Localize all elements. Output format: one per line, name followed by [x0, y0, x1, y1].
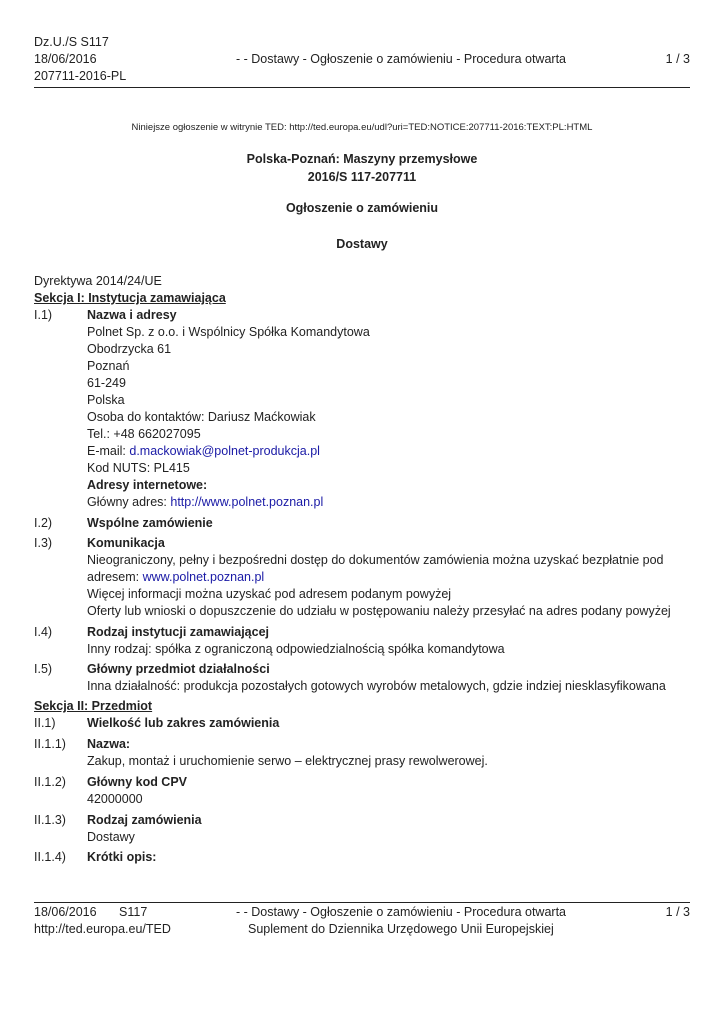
header-journal: Dz.U./S S117 [34, 35, 109, 49]
section1-heading: Sekcja I: Instytucja zamawiająca [34, 291, 226, 305]
notice-type: Ogłoszenie o zamówieniu [285, 201, 439, 215]
section2-heading: Sekcja II: Przedmiot [34, 699, 153, 713]
ii12-title: Główny kod CPV [87, 775, 188, 789]
i4-text: Inny rodzaj: spółka z ograniczoną odpowiedzialnością spółka komandytowa [87, 642, 505, 656]
notice-number: 2016/S 117-207711 [307, 170, 417, 184]
header-title: - - Dostawy - Ogłoszenie o zamówieniu - Procedura otwarta [236, 52, 566, 66]
i3-line2 [87, 570, 264, 584]
header-date: 18/06/2016 [34, 52, 97, 66]
org-nuts: Kod NUTS: PL415 [87, 461, 190, 475]
ii1-number: II.1) [34, 716, 56, 730]
i3-address-link[interactable]: www.polnet.poznan.pl [142, 570, 265, 584]
i5-text: Inna działalność: produkcja pozostałych gotowych wyrobów metalowych, gdzie indziej niesklasyfikowana [87, 679, 666, 693]
ted-link-line: Niniejsze ogłoszenie w witrynie TED: http://ted.europa.eu/udl?uri=TED:NOTICE:207711-2016:TEXT:PL:HTML [131, 122, 593, 133]
i3-line1: Nieograniczony, pełny i bezpośredni dostęp do dokumentów zamówienia można uzyskać bezpłatnie pod [87, 553, 664, 567]
ii13-number: II.1.3) [34, 813, 66, 827]
notice-title: Polska-Poznań: Maszyny przemysłowe [246, 152, 478, 166]
i3-address-label: adresem: [87, 570, 143, 584]
ii1-title: Wielkość lub zakres zamówienia [87, 716, 280, 730]
email-label: E-mail: [87, 444, 130, 458]
footer-journal: S117 [119, 905, 148, 919]
footer-divider [34, 902, 690, 903]
i3-line3: Więcej informacji można uzyskać pod adresem podanym powyżej [87, 587, 452, 601]
org-email-line [87, 444, 320, 458]
org-country: Polska [87, 393, 125, 407]
ii12-text: 42000000 [87, 792, 143, 806]
notice-category: Dostawy [336, 237, 388, 251]
header-page: 1 / 3 [665, 52, 690, 66]
email-link[interactable]: d.mackowiak@polnet-produkcja.pl [129, 444, 320, 458]
ii11-number: II.1.1) [34, 737, 66, 751]
footer-page: 1 / 3 [665, 905, 690, 919]
i2-number: I.2) [34, 516, 53, 530]
ii13-title: Rodzaj zamówienia [87, 813, 202, 827]
ii11-text: Zakup, montaż i uruchomienie serwo – elektrycznej prasy rewolwerowej. [87, 754, 488, 768]
footer-title: - - Dostawy - Ogłoszenie o zamówieniu - Procedura otwarta [236, 905, 566, 919]
ii14-title: Krótki opis: [87, 850, 157, 864]
i3-title: Komunikacja [87, 536, 165, 550]
i1-number: I.1) [34, 308, 53, 322]
i3-number: I.3) [34, 536, 53, 550]
web-link[interactable]: http://www.polnet.poznan.pl [170, 495, 324, 509]
footer-url: http://ted.europa.eu/TED [34, 922, 171, 936]
org-contact: Osoba do kontaktów: Dariusz Maćkowiak [87, 410, 316, 424]
directive: Dyrektywa 2014/24/UE [34, 274, 162, 288]
org-postcode: 61-249 [87, 376, 126, 390]
web-title: Adresy internetowe: [87, 478, 208, 492]
org-city: Poznań [87, 359, 130, 373]
org-street: Obodrzycka 61 [87, 342, 172, 356]
web-label: Główny adres: [87, 495, 171, 509]
web-line [87, 495, 323, 509]
i5-number: I.5) [34, 662, 53, 676]
org-tel: Tel.: +48 662027095 [87, 427, 201, 441]
ii13-text: Dostawy [87, 830, 135, 844]
i4-title: Rodzaj instytucji zamawiającej [87, 625, 270, 639]
footer-date: 18/06/2016 [34, 905, 97, 919]
ii14-number: II.1.4) [34, 850, 66, 864]
i1-title: Nazwa i adresy [87, 308, 177, 322]
i4-number: I.4) [34, 625, 53, 639]
header-divider [34, 87, 690, 88]
i3-line4: Oferty lub wnioski o dopuszczenie do udziału w postępowaniu należy przesyłać na adres podany powyżej [87, 604, 671, 618]
ii11-title: Nazwa: [87, 737, 131, 751]
ii12-number: II.1.2) [34, 775, 66, 789]
i2-title: Wspólne zamówienie [87, 516, 213, 530]
footer-subtitle: Suplement do Dziennika Urzędowego Unii Europejskiej [248, 922, 554, 936]
org-name: Polnet Sp. z o.o. i Wspólnicy Spółka Komandytowa [87, 325, 370, 339]
header-doc-id: 207711-2016-PL [34, 69, 127, 83]
i5-title: Główny przedmiot działalności [87, 662, 270, 676]
